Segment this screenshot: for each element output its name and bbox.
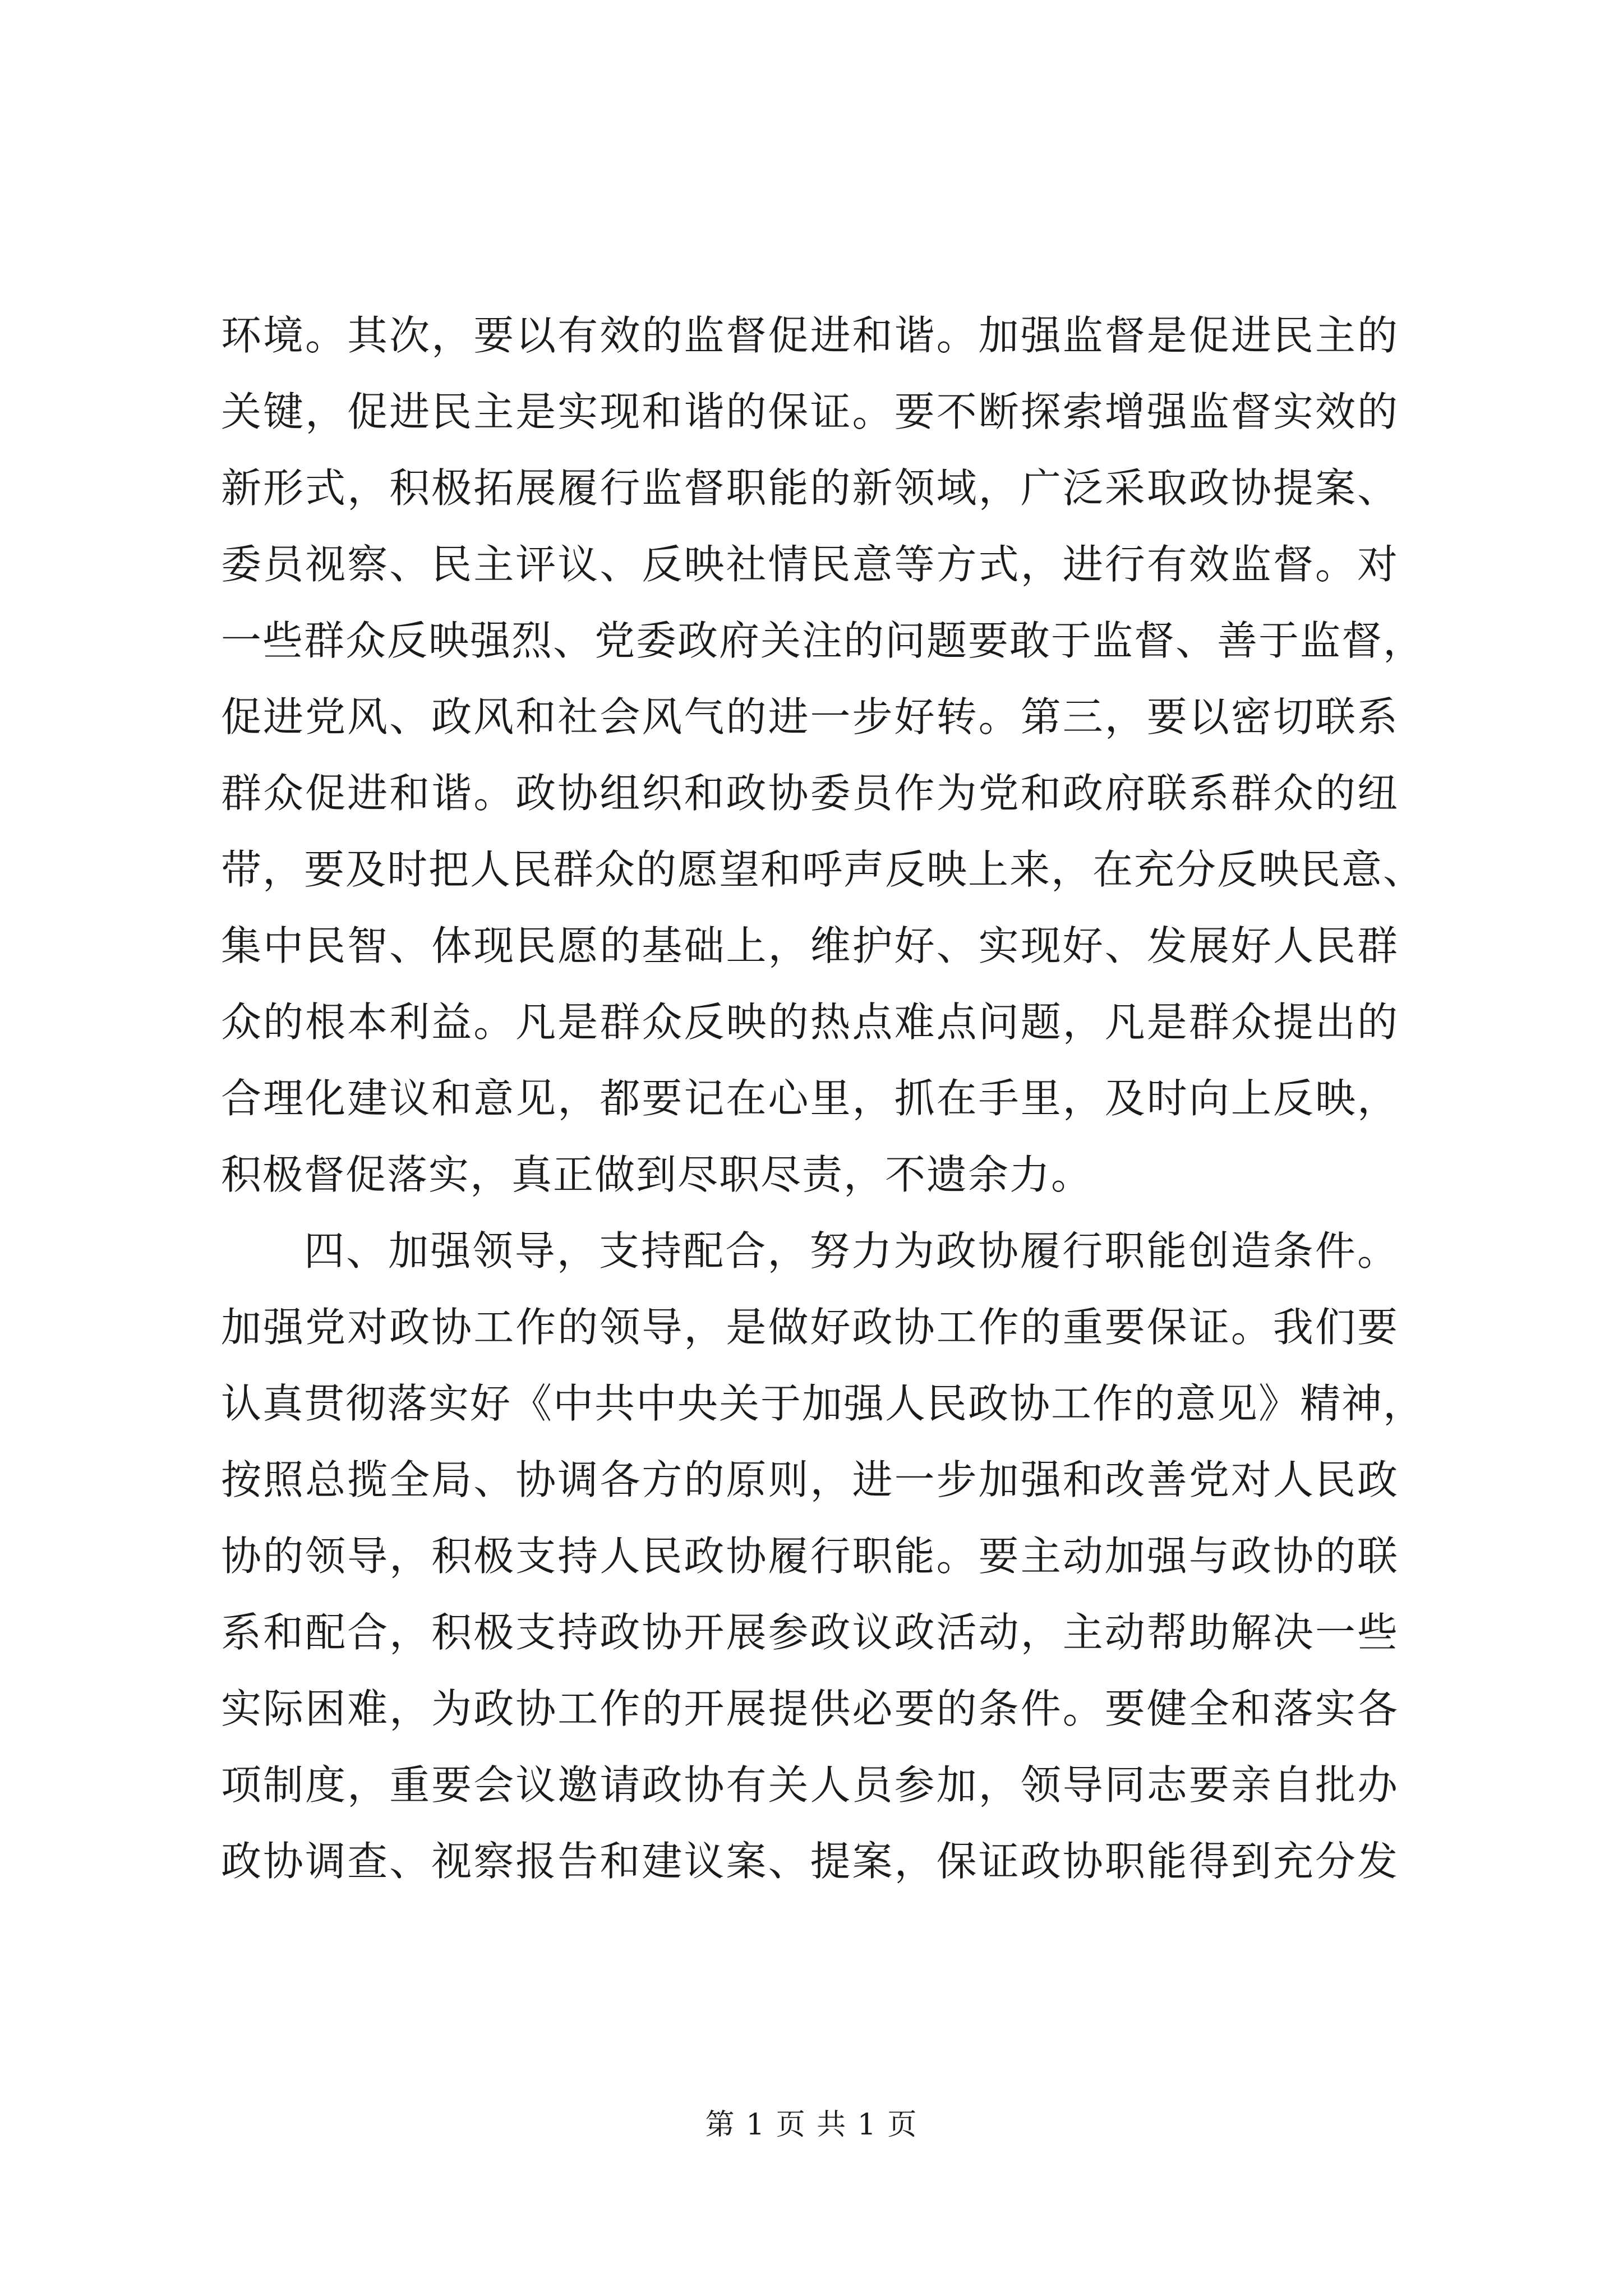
text-line: 按照总揽全局、协调各方的原则，进一步加强和改善党对人民政: [221, 1456, 1399, 1503]
text-line: 新形式，积极拓展履行监督职能的新领域，广泛采取政协提案、: [221, 464, 1399, 512]
text-line: 一些群众反映强烈、党委政府关注的问题要敢于监督、善于监督，: [221, 617, 1425, 664]
text-line: 集中民智、体现民愿的基础上，维护好、实现好、发展好人民群: [221, 922, 1399, 969]
text-line: 项制度，重要会议邀请政协有关人员参加，领导同志要亲自批办: [221, 1761, 1399, 1809]
text-line: 环境。其次，要以有效的监督促进和谐。加强监督是促进民主的: [221, 312, 1399, 359]
text-line: 积极督促落实，真正做到尽职尽责，不遗余力。: [221, 1151, 1093, 1198]
section-heading-line: 四、加强领导，支持配合，努力为政协履行职能创造条件。: [304, 1227, 1399, 1274]
text-line: 群众促进和谐。政协组织和政协委员作为党和政府联系群众的纽: [221, 770, 1399, 817]
text-line: 促进党风、政风和社会风气的进一步好转。第三，要以密切联系: [221, 693, 1399, 740]
body-text: [221, 297, 1425, 1899]
text-line: 委员视察、民主评议、反映社情民意等方式，进行有效监督。对: [221, 541, 1399, 588]
text-line: 带，要及时把人民群众的愿望和呼声反映上来，在充分反映民意、: [221, 846, 1425, 893]
text-line: 合理化建议和意见，都要记在心里，抓在手里，及时向上反映，: [221, 1075, 1399, 1122]
text-line: 认真贯彻落实好《中共中央关于加强人民政协工作的意见》精神，: [221, 1380, 1425, 1427]
text-line: 加强党对政协工作的领导，是做好政协工作的重要保证。我们要: [221, 1304, 1399, 1351]
text-line: 实际困难，为政协工作的开展提供必要的条件。要健全和落实各: [221, 1685, 1399, 1732]
text-line: 协的领导，积极支持人民政协履行职能。要主动加强与政协的联: [221, 1533, 1399, 1580]
text-line: 系和配合，积极支持政协开展参政议政活动，主动帮助解决一些: [221, 1609, 1399, 1656]
text-line: 政协调查、视察报告和建议案、提案，保证政协职能得到充分发: [221, 1838, 1399, 1885]
text-line: 众的根本利益。凡是群众反映的热点难点问题，凡是群众提出的: [221, 999, 1399, 1046]
text-line: 关键，促进民主是实现和谐的保证。要不断探索增强监督实效的: [221, 388, 1399, 435]
page-footer: 第 1 页 共 1 页: [705, 2108, 918, 2142]
